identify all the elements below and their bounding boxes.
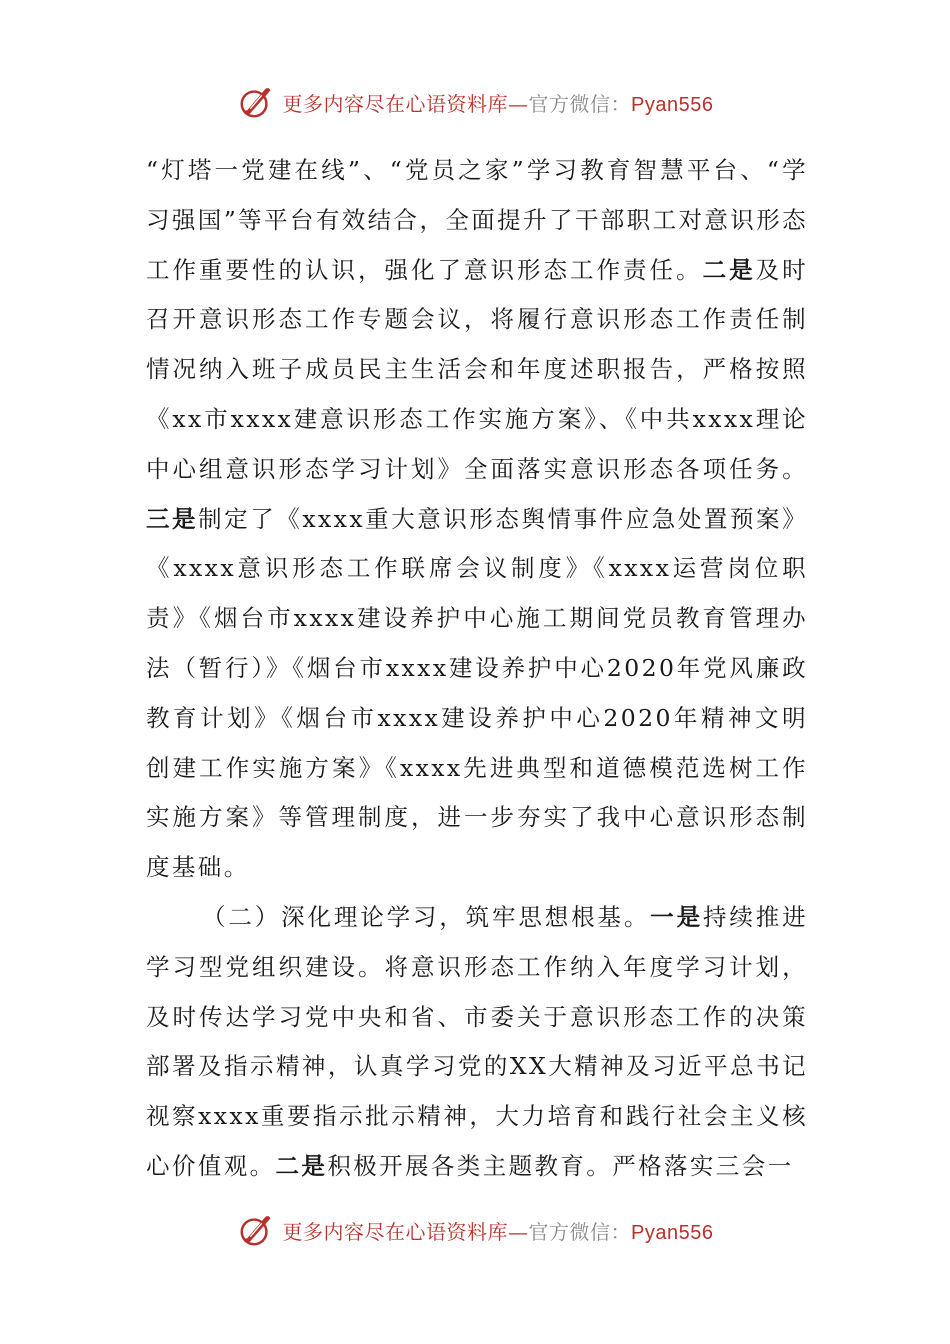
banner-dash: — <box>508 91 529 116</box>
paragraph-1-bold-3: 三是 <box>146 504 199 533</box>
paragraph-1-text-1: “灯塔一党建在线”、“党员之家”学习教育智慧平台、“学习强国”等平台有效结合，全面提升了干部职工对意识形态工作重要性的认识，强化了意识形态工作责任。 <box>146 156 808 284</box>
banner-text <box>283 1216 714 1245</box>
paragraph-1-text-3: 制定了《xxxx重大意识形态舆情事件应急处置预案》《xxxx意识形态工作联席会议制度》《xxxx运营岗位职责》《烟台市xxxx建设养护中心施工期间党员教育管理办法（暂行）》《烟台市xxxx建设养护中心2020年党风廉政教育计划》《烟台市xxxx建设养护中心2020年精神文明创建工作实施方案》《xxxx先进典型和道德模范选树工作实施方案》等管理制度，进一步夯实了我中心意识形态制度基础。 <box>146 504 808 882</box>
paragraph-2-bold-1: 一是 <box>650 902 703 931</box>
paragraph-1-text-2: 及时召开意识形态工作专题会议，将履行意识形态工作责任制情况纳入班子成员民主生活会和年度述职报告，严格按照《xx市xxxx建意识形态工作实施方案》、《中共xxxx理论中心组意识形态学习计划》全面落实意识形态各项任务。 <box>146 255 808 483</box>
banner-wechat-id: Pyan556 <box>631 93 714 116</box>
banner-text <box>283 88 714 117</box>
paragraph-2-text-2: 积极开展各类主题教育。严格落实三会一 <box>327 1151 794 1180</box>
banner-official-label: 官方微信： <box>528 1219 632 1244</box>
paragraph-1-bold-2: 二是 <box>702 255 756 284</box>
paragraph-2-text-1: 持续推进学习型党组织建设。将意识形态工作纳入年度学习计划，及时传达学习党中央和省、市委关于意识形态工作的决策部署及指示精神，认真学习党的XX大精神及习近平总书记视察xxxx重要指示批示精神，大力培育和践行社会主义核心价值观。 <box>146 902 808 1180</box>
paragraph-2-bold-2: 二是 <box>275 1151 328 1180</box>
header-banner <box>0 80 950 124</box>
document-body <box>146 146 808 1192</box>
footer-banner <box>0 1208 950 1252</box>
banner-wechat-id: Pyan556 <box>631 1221 714 1244</box>
banner-dash: — <box>508 1219 529 1244</box>
paragraph-1 <box>146 146 808 893</box>
banner-main-text: 更多内容尽在心语资料库 <box>282 1219 509 1244</box>
paragraph-2 <box>146 893 808 1192</box>
banner-main-text: 更多内容尽在心语资料库 <box>282 91 509 116</box>
banner-official-label: 官方微信： <box>528 91 632 116</box>
quill-pen-logo-icon <box>237 1211 275 1249</box>
quill-pen-logo-icon <box>237 83 275 121</box>
paragraph-2-heading: （二）深化理论学习，筑牢思想根基。 <box>202 902 651 931</box>
